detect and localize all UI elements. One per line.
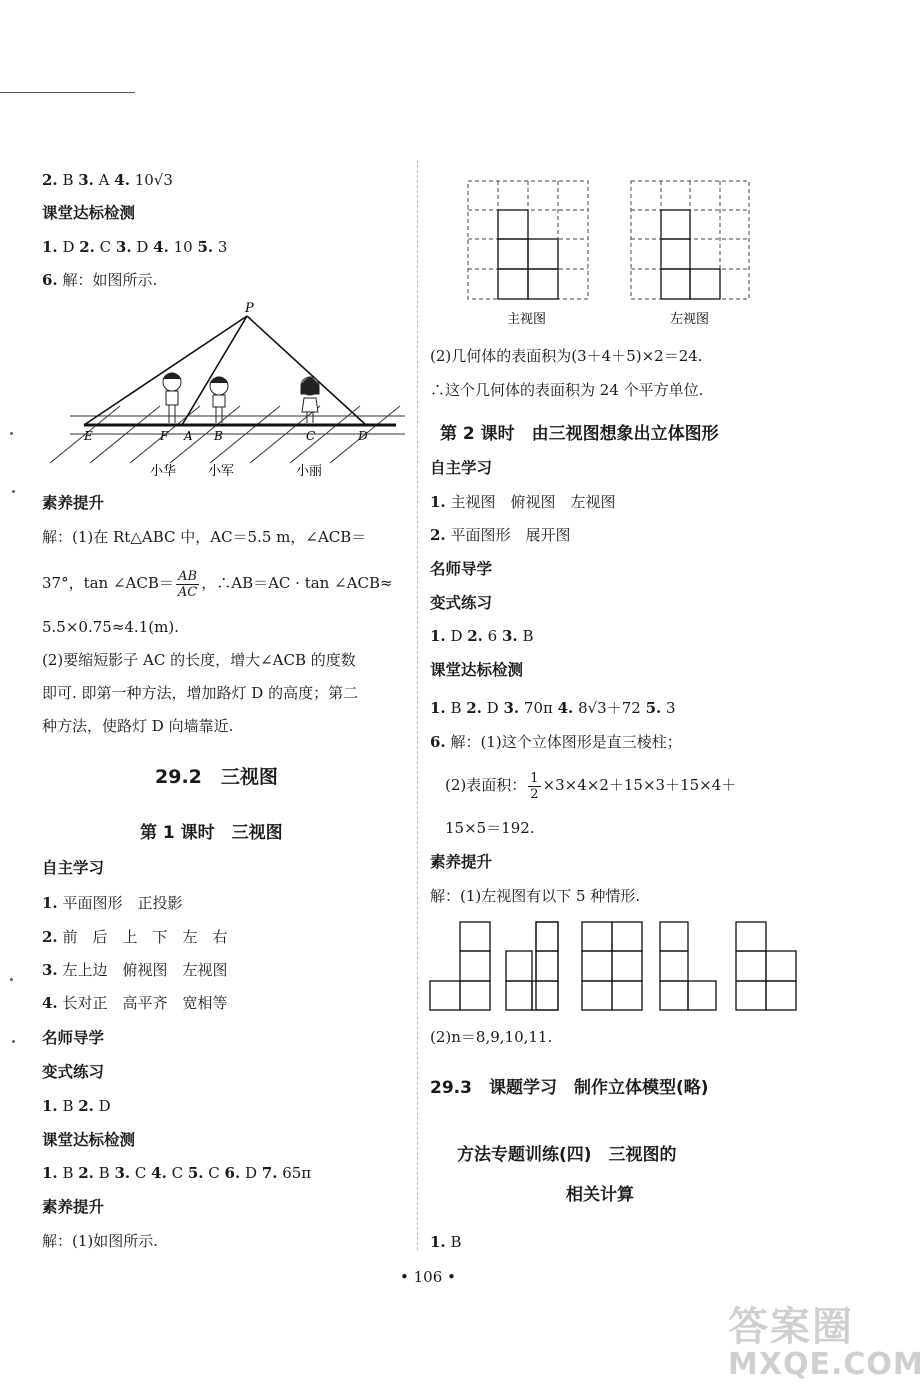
watermark-url: MXQE.COM [728, 1347, 924, 1382]
point-label: C [306, 429, 316, 443]
answer-line: 1. D 2. 6 3. B [430, 627, 534, 645]
section-title: 29.2 三视图 [155, 766, 278, 788]
solution-line: (2)要缩短影子 AC 的长度，增大∠ACB 的度数 [42, 651, 356, 669]
point-label: E [84, 429, 93, 443]
figure-caption: 小华 [150, 464, 177, 479]
solution-line: (2)表面积： $\frac{1}{2}$ ×3×4×2＋15×3＋15×4＋ [445, 770, 737, 802]
solution-line: 6. 解：(1)这个立体图形是直三棱柱； [430, 733, 682, 751]
answer-line: 4. 长对正 高平齐 宽相等 [42, 994, 228, 1012]
solution-line: 种方法，使路灯 D 向墙靠近. [42, 717, 234, 735]
section-title: 29.3 课题学习 制作立体模型(略) [430, 1078, 709, 1098]
header-rule [0, 92, 135, 93]
figure-caption: 主视图 [507, 312, 547, 327]
answer-line: 3. 左上边 俯视图 左视图 [42, 961, 228, 979]
section-heading: 名师导学 [42, 1029, 105, 1047]
section-heading: 素养提升 [42, 1198, 105, 1216]
margin-dot [12, 490, 15, 493]
section-heading: 素养提升 [430, 853, 493, 871]
solution-line: 解：(1)在 Rt△ABC 中，AC＝5.5 m，∠ACB＝ [42, 528, 367, 546]
section-heading: 课堂达标检测 [42, 204, 136, 222]
solution-line: 15×5＝192. [445, 819, 535, 837]
section-heading: 变式练习 [430, 594, 493, 612]
margin-dot [10, 978, 13, 981]
watermark-logo-text: 答案圈 [728, 1304, 854, 1350]
solution-line: 解：(1)如图所示. [42, 1232, 159, 1250]
answer-line: 2. 平面图形 展开图 [430, 526, 571, 544]
solution-line: (2)几何体的表面积为(3＋4＋5)×2＝24. [430, 347, 703, 365]
section-heading: 名师导学 [430, 560, 493, 578]
point-label: A [184, 429, 193, 443]
street-lamp-figure [60, 298, 410, 483]
figure-caption: 小丽 [296, 464, 323, 479]
point-label: P [245, 301, 254, 316]
section-heading: 课堂达标检测 [42, 1131, 136, 1149]
point-label: D [358, 429, 368, 443]
section-heading: 变式练习 [42, 1063, 105, 1081]
left-view-variants [428, 918, 800, 1013]
point-label: F [160, 429, 169, 443]
figure-caption: 小军 [208, 464, 235, 479]
point-label: B [214, 429, 223, 443]
margin-dot [10, 432, 13, 435]
answer-line: 1. 平面图形 正投影 [42, 894, 183, 912]
section-heading: 自主学习 [430, 459, 493, 477]
answer-line: 1. B 2. D 3. 70π 4. 8√3＋72 5. 3 [430, 699, 676, 717]
lesson-title: 第 1 课时 三视图 [140, 823, 283, 843]
answer-line: 1. 主视图 俯视图 左视图 [430, 493, 616, 511]
solution-line: 37°，tan ∠ACB＝ $\frac{AB}{AC}$ ，∴AB＝AC · tan ∠ACB≈ [42, 568, 393, 600]
lesson-title: 第 2 课时 由三视图想象出立体图形 [440, 424, 719, 444]
solution-line: (2)n＝8,9,10,11. [430, 1028, 553, 1046]
section-heading: 素养提升 [42, 494, 105, 512]
method-title: 方法专题训练(四) 三视图的 [457, 1145, 677, 1165]
watermark [728, 1295, 924, 1385]
fraction: $\frac{AB}{AC}$ [177, 568, 198, 600]
answer-line: 1. D 2. C 3. D 4. 10 5. 3 [42, 238, 228, 256]
page-number: • 106 • [400, 1268, 456, 1286]
solution-line: 5.5×0.75≈4.1(m). [42, 618, 179, 636]
answer-line: 6. 解：如图所示. [42, 271, 158, 289]
answer-line: 1. B 2. B 3. C 4. C 5. C 6. D 7. 65π [42, 1164, 312, 1182]
solution-line: 解：(1)左视图有以下 5 种情形. [430, 887, 641, 905]
answer-line: 1. B 2. D [42, 1097, 111, 1115]
column-divider [417, 160, 418, 1250]
margin-dot [12, 1040, 15, 1043]
figure-caption: 左视图 [670, 312, 710, 327]
answer-line: 1. B [430, 1233, 462, 1251]
method-title: 相关计算 [566, 1185, 634, 1205]
solution-line: ∴这个几何体的表面积为 24 个平方单位. [430, 381, 704, 399]
three-view-grids [465, 178, 755, 333]
fraction: $\frac{1}{2}$ [530, 770, 539, 802]
answer-line: 2. B 3. A 4. 10√3 [42, 171, 173, 189]
section-heading: 自主学习 [42, 859, 105, 877]
section-heading: 课堂达标检测 [430, 661, 524, 679]
solution-line: 即可. 即第一种方法，增加路灯 D 的高度；第二 [42, 684, 359, 702]
answer-line: 2. 前 后 上 下 左 右 [42, 928, 228, 946]
